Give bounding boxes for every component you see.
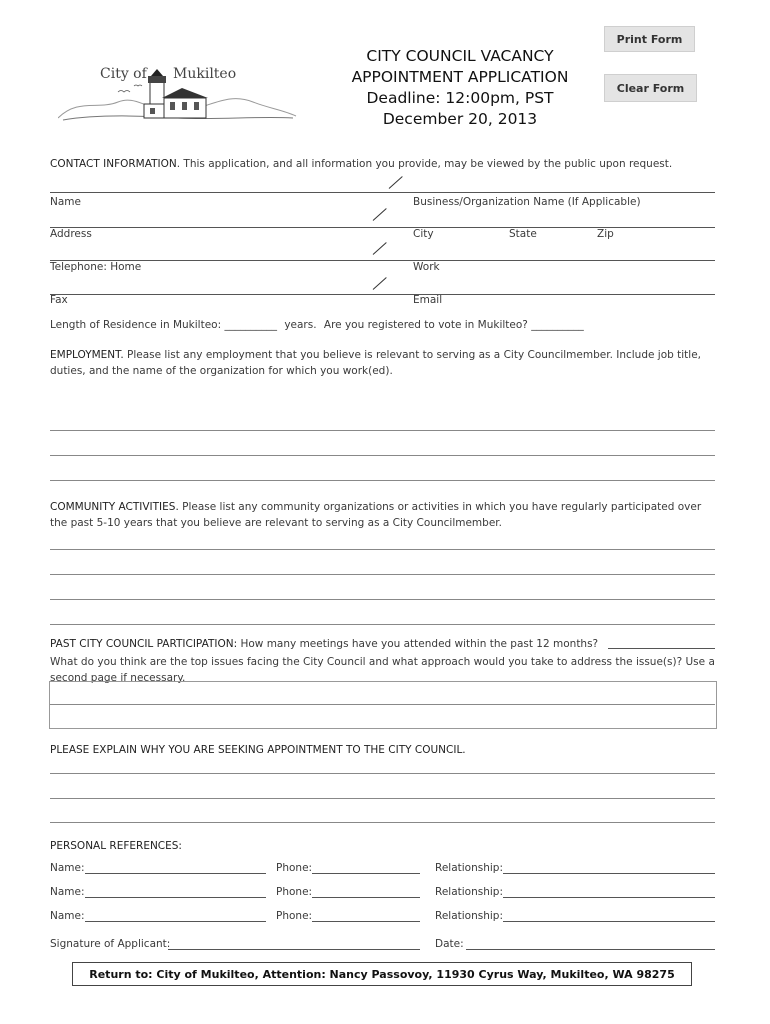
past-heading-row bbox=[50, 638, 598, 650]
name-field-line[interactable] bbox=[50, 192, 715, 193]
community-line-4[interactable] bbox=[50, 624, 715, 625]
logo-name-text: Mukilteo bbox=[173, 66, 237, 82]
return-address-box bbox=[72, 962, 692, 986]
meetings-attended-line[interactable] bbox=[608, 648, 715, 649]
ref3-phone-label: Phone: bbox=[276, 910, 313, 922]
employment-block bbox=[50, 347, 715, 379]
employment-text: Please list any employment that you believe is relevant to serving as a City Councilmember. Include job title, duties, and the name of the organization for which you work(ed). bbox=[50, 349, 702, 377]
divider-slash-4 bbox=[373, 277, 387, 290]
contact-heading-row bbox=[50, 158, 672, 170]
issues-answer-line bbox=[50, 704, 715, 705]
ref2-relationship-label: Relationship: bbox=[435, 886, 503, 898]
contact-heading: CONTACT INFORMATION bbox=[50, 158, 177, 170]
ref1-relationship-label: Relationship: bbox=[435, 862, 503, 874]
ref3-phone-line[interactable] bbox=[312, 921, 420, 922]
logo-city-text: City of bbox=[100, 66, 147, 82]
date-label: Date: bbox=[435, 938, 464, 950]
ref2-relationship-line[interactable] bbox=[503, 897, 715, 898]
contact-note: . This application, and all information you provide, may be viewed by the public upon request. bbox=[176, 158, 673, 170]
ref1-phone-label: Phone: bbox=[276, 862, 313, 874]
community-text: Please list any community organizations or activities in which you have regularly participated over the past 5-10 years that you believe are relevant to serving as a City Councilmember. bbox=[50, 501, 702, 529]
print-form-button[interactable]: Print Form bbox=[604, 26, 695, 52]
ref2-phone-line[interactable] bbox=[312, 897, 420, 898]
form-title bbox=[330, 46, 590, 130]
past-issues-text: What do you think are the top issues facing the City Council and what approach would you take to address the issue(s)? Use a second page if necessary. bbox=[50, 656, 715, 684]
employment-line-3[interactable] bbox=[50, 480, 715, 481]
ref2-phone-label: Phone: bbox=[276, 886, 313, 898]
years-label: years. bbox=[284, 319, 317, 331]
references-heading: PERSONAL REFERENCES: bbox=[50, 840, 182, 852]
past-heading: PAST CITY COUNCIL PARTICIPATION: bbox=[50, 638, 238, 650]
ref3-relationship-label: Relationship: bbox=[435, 910, 503, 922]
ref3-name-label: Name: bbox=[50, 910, 85, 922]
ref1-relationship-line[interactable] bbox=[503, 873, 715, 874]
return-address-text: Return to: City of Mukilteo, Attention: Nancy Passovoy, 11930 Cyrus Way, Mukilteo, WA 98275 bbox=[89, 967, 675, 981]
explain-line-3[interactable] bbox=[50, 822, 715, 823]
address-field-line[interactable] bbox=[50, 227, 715, 228]
community-line-3[interactable] bbox=[50, 599, 715, 600]
city-label: City bbox=[413, 228, 434, 240]
ref3-name-line[interactable] bbox=[85, 921, 266, 922]
signature-label: Signature of Applicant: bbox=[50, 938, 171, 950]
explain-heading: PLEASE EXPLAIN WHY YOU ARE SEEKING APPOINTMENT TO THE CITY COUNCIL. bbox=[50, 744, 466, 756]
community-line-2[interactable] bbox=[50, 574, 715, 575]
vote-input[interactable]: __________ bbox=[531, 319, 584, 331]
employment-heading: EMPLOYMENT. bbox=[50, 349, 124, 361]
vote-label: Are you registered to vote in Mukilteo? bbox=[323, 319, 528, 331]
past-question: How many meetings have you attended within the past 12 months? bbox=[237, 638, 599, 650]
title-line-4: December 20, 2013 bbox=[382, 110, 538, 128]
title-line-1: CITY COUNCIL VACANCY bbox=[366, 47, 554, 65]
divider-slash-2 bbox=[373, 208, 387, 221]
issues-answer-box[interactable] bbox=[49, 681, 717, 729]
ref1-name-label: Name: bbox=[50, 862, 85, 874]
explain-line-2[interactable] bbox=[50, 798, 715, 799]
work-label: Work bbox=[413, 261, 440, 273]
telephone-label: Telephone: Home bbox=[50, 261, 142, 273]
community-block bbox=[50, 499, 715, 531]
date-line[interactable] bbox=[466, 949, 715, 950]
signature-line[interactable] bbox=[168, 949, 420, 950]
divider-slash-1 bbox=[389, 176, 403, 189]
employment-line-2[interactable] bbox=[50, 455, 715, 456]
residence-label: Length of Residence in Mukilteo: bbox=[50, 319, 222, 331]
fax-label: Fax bbox=[50, 294, 68, 306]
state-label: State bbox=[509, 228, 537, 240]
fax-field-line[interactable] bbox=[50, 294, 715, 295]
name-label: Name bbox=[50, 196, 81, 208]
clear-form-button[interactable]: Clear Form bbox=[604, 74, 697, 102]
ref1-phone-line[interactable] bbox=[312, 873, 420, 874]
zip-label: Zip bbox=[597, 228, 614, 240]
ref1-name-line[interactable] bbox=[85, 873, 266, 874]
ref2-name-label: Name: bbox=[50, 886, 85, 898]
address-label: Address bbox=[50, 228, 92, 240]
residence-input[interactable]: __________ bbox=[224, 319, 277, 331]
employment-line-1[interactable] bbox=[50, 430, 715, 431]
telephone-field-line[interactable] bbox=[50, 260, 715, 261]
business-label: Business/Organization Name (If Applicable) bbox=[413, 196, 641, 208]
ref2-name-line[interactable] bbox=[85, 897, 266, 898]
explain-line-1[interactable] bbox=[50, 773, 715, 774]
divider-slash-3 bbox=[373, 242, 387, 255]
residence-row bbox=[50, 319, 584, 331]
community-heading: COMMUNITY ACTIVITIES. bbox=[50, 501, 179, 513]
community-line-1[interactable] bbox=[50, 549, 715, 550]
ref3-relationship-line[interactable] bbox=[503, 921, 715, 922]
title-line-2: APPOINTMENT APPLICATION bbox=[351, 68, 569, 86]
email-label: Email bbox=[413, 294, 443, 306]
title-line-3: Deadline: 12:00pm, PST bbox=[366, 89, 554, 107]
